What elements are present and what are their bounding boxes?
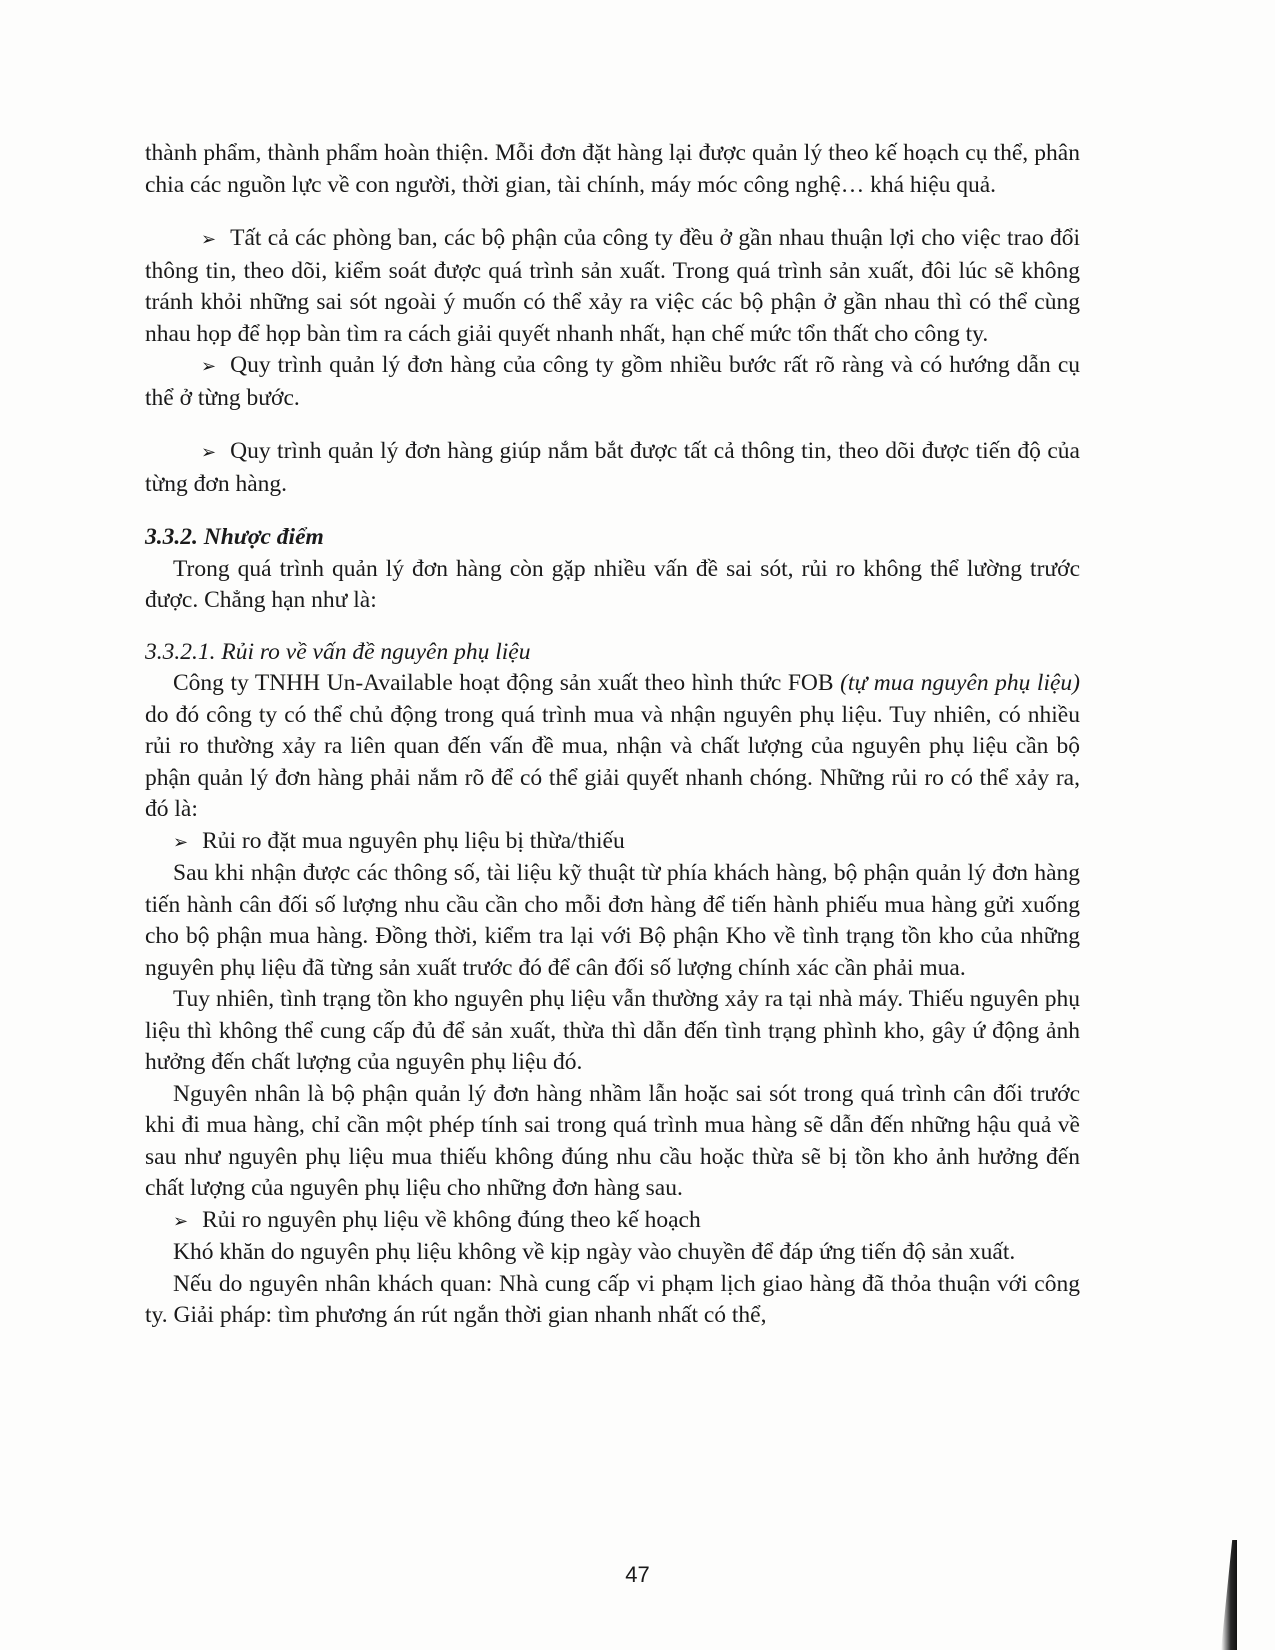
- paragraph-intro: thành phẩm, thành phẩm hoàn thiện. Mỗi đơn đặt hàng lại được quản lý theo kế hoạch cụ thể, phân chia các nguồn lực về con người, thời gian, tài chính, máy móc công nghệ… khá hiệu quả.: [145, 140, 1080, 198]
- section-heading-3-3-2: 3.3.2. Nhược điểm: [145, 524, 324, 550]
- bullet-text: Tất cả các phòng ban, các bộ phận của công ty đều ở gần nhau thuận lợi cho việc trao đổi thông tin, theo dõi, kiểm soát được quá trình sản xuất. Trong quá trình sản xuất, đôi lúc sẽ không tránh khỏi những sai sót ngoài ý muốn có thể xảy ra việc các bộ phận ở gần nhau thì có thể cùng nhau họp để họp bàn tìm ra cách giải quyết nhanh nhất, hạn chế mức tổn thất cho công ty.: [145, 225, 1080, 347]
- bullet-item-late-materials: [145, 1205, 1080, 1238]
- arrow-bullet-icon: ➢: [201, 229, 217, 250]
- paragraph-materials-risk: [145, 668, 1080, 826]
- page-number: 47: [625, 1562, 650, 1587]
- bullet-paragraph-tracking: [145, 436, 1080, 500]
- subsection-heading-3-3-2-1: 3.3.2.1. Rủi ro về vấn đề nguyên phụ liệu: [145, 638, 531, 665]
- bullet-paragraph-departments: [145, 223, 1080, 350]
- bullet-text: Quy trình quản lý đơn hàng giúp nắm bắt được tất cả thông tin, theo dõi được tiến độ của từng đơn hàng.: [145, 438, 1080, 497]
- arrow-bullet-icon: ➢: [201, 356, 217, 377]
- paragraph-inventory: Tuy nhiên, tình trạng tồn kho nguyên phụ liệu vẫn thường xảy ra tại nhà máy. Thiếu nguyên phụ liệu thì không thể cung cấp đủ để sản xuất, thừa thì dẫn đến tình trạng phình kho, gây ứ động ảnh hưởng đến chất lượng của nguyên phụ liệu đó.: [145, 986, 1080, 1075]
- paragraph-text: do đó công ty có thể chủ động trong quá trình mua và nhận nguyên phụ liệu. Tuy nhiên, có nhiều rủi ro thường xảy ra liên quan đến vấn đề mua, nhận và chất lượng của nguyên phụ liệu cần bộ phận quản lý đơn hàng phải nắm rõ để có thể giải quyết nhanh chóng. Những rủi ro có thể xảy ra, đó là:: [145, 701, 1080, 822]
- paragraph-objective-cause: Nếu do nguyên nhân khách quan: Nhà cung cấp vi phạm lịch giao hàng đã thỏa thuận với công ty. Giải pháp: tìm phương án rút ngắn thời gian nhanh nhất có thể,: [145, 1270, 1080, 1328]
- arrow-bullet-icon: ➢: [173, 1210, 189, 1232]
- paragraph-difficulty: Khó khăn do nguyên phụ liệu không về kịp ngày vào chuyền để đáp ứng tiến độ sản xuất.: [173, 1239, 1016, 1265]
- bullet-item-over-under-order: [145, 826, 1080, 859]
- scan-edge-shadow: [1221, 1540, 1237, 1650]
- paragraph-weakness-intro: Trong quá trình quản lý đơn hàng còn gặp nhiều vấn đề sai sót, rủi ro không thể lường trước được. Chẳng hạn như là:: [145, 555, 1080, 613]
- paragraph-italic-text: (tự mua nguyên phụ liệu): [840, 670, 1080, 696]
- arrow-bullet-icon: ➢: [201, 442, 217, 463]
- bullet-paragraph-process-steps: [145, 350, 1080, 414]
- bullet-text: Rủi ro nguyên phụ liệu về không đúng theo kế hoạch: [202, 1206, 701, 1233]
- paragraph-text: Công ty TNHH Un-Available hoạt động sản xuất theo hình thức FOB: [173, 670, 841, 696]
- paragraph-balancing: Sau khi nhận được các thông số, tài liệu kỹ thuật từ phía khách hàng, bộ phận quản lý đơn hàng tiến hành cân đối số lượng nhu cầu cần cho mỗi đơn hàng để tiến hành phiếu mua hàng gửi xuống cho bộ phận mua hàng. Đồng thời, kiểm tra lại với Bộ phận Kho về tình trạng tồn kho của những nguyên phụ liệu đã từng sản xuất trước đó để cân đối số lượng chính xác cần phải mua.: [145, 860, 1080, 981]
- arrow-bullet-icon: ➢: [173, 831, 189, 853]
- bullet-text: Rủi ro đặt mua nguyên phụ liệu bị thừa/thiếu: [202, 827, 625, 854]
- bullet-text: Quy trình quản lý đơn hàng của công ty gồm nhiều bước rất rõ ràng và có hướng dẫn cụ thể ở từng bước.: [145, 352, 1080, 411]
- paragraph-cause: Nguyên nhân là bộ phận quản lý đơn hàng nhầm lẫn hoặc sai sót trong quá trình cân đối trước khi đi mua hàng, chỉ cần một phép tính sai trong quá trình mua hàng sẽ dẫn đến những hậu quả về sau như nguyên phụ liệu mua thiếu không đúng nhu cầu hoặc thừa sẽ bị tồn kho ảnh hưởng đến chất lượng của nguyên phụ liệu cho những đơn hàng sau.: [145, 1080, 1080, 1201]
- page-body: [145, 138, 1080, 1332]
